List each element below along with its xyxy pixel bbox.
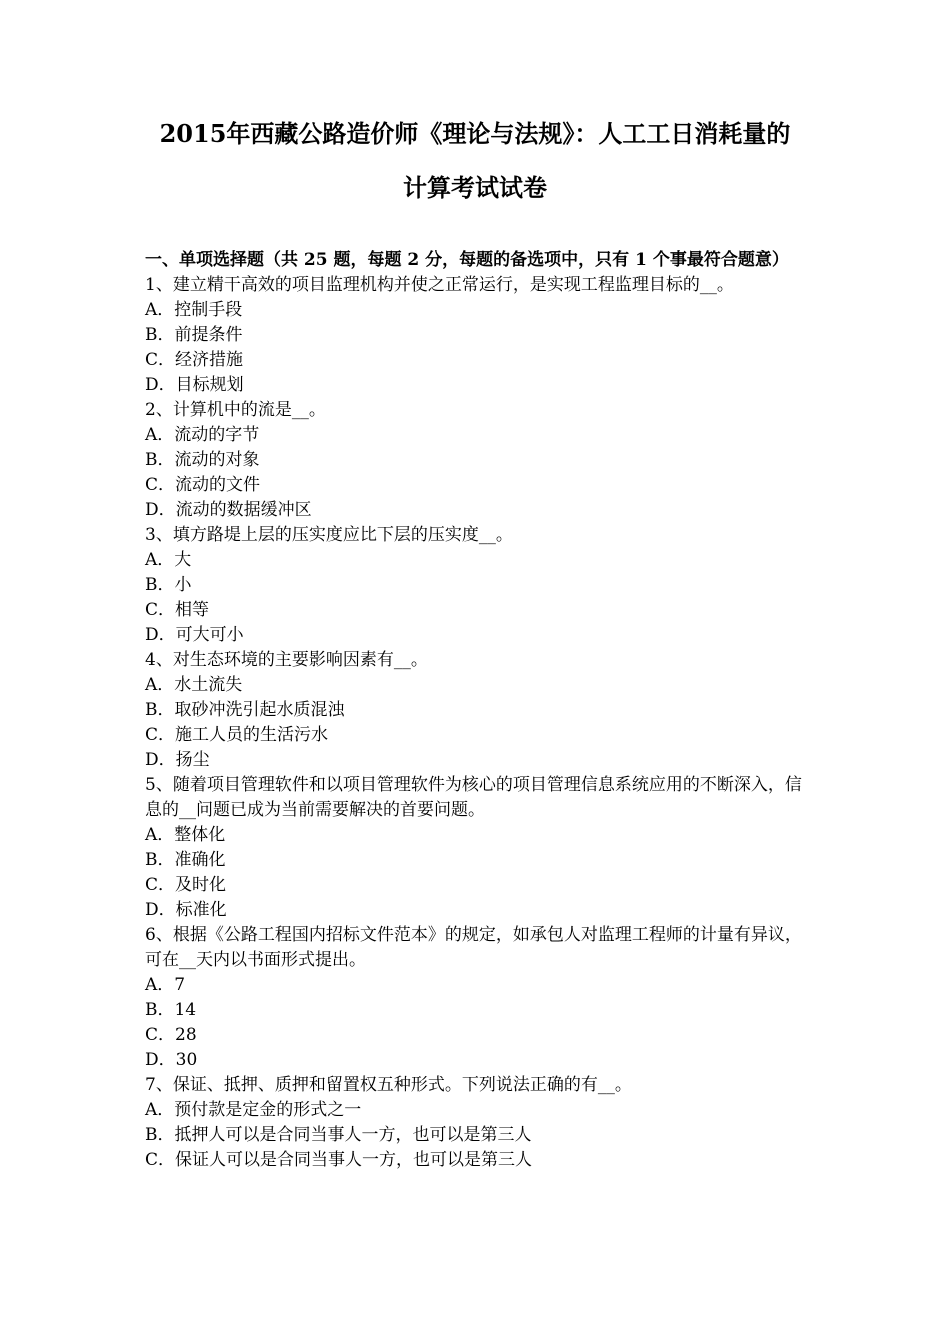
- question-2: [145, 398, 807, 523]
- option-a: A．流动的字节: [145, 425, 260, 445]
- question-4: [145, 648, 807, 773]
- option-a: A．整体化: [145, 825, 226, 845]
- option-a: A．预付款是定金的形式之一: [145, 1100, 362, 1120]
- option-d: D．扬尘: [145, 750, 210, 770]
- option-b: B．流动的对象: [145, 450, 260, 470]
- option-c: C．28: [145, 1025, 197, 1045]
- question-text: 6、根据《公路工程国内招标文件范本》的规定，如承包人对监理工程师的计量有异议，可在__天内以书面形式提出。: [145, 925, 802, 970]
- question-3: [145, 523, 807, 648]
- question-1: [145, 273, 807, 398]
- option-b: B．抵押人可以是合同当事人一方，也可以是第三人: [145, 1125, 532, 1145]
- question-text: 2、计算机中的流是__。: [145, 400, 326, 420]
- option-c: C．保证人可以是合同当事人一方，也可以是第三人: [145, 1150, 533, 1170]
- option-c: C．及时化: [145, 875, 227, 895]
- option-d: D．目标规划: [145, 375, 244, 395]
- question-7: [145, 1073, 807, 1173]
- section-heading: 一、单项选择题（共 25 题，每题 2 分，每题的备选项中，只有 1 个事最符合题意）: [145, 250, 789, 270]
- option-c: C．流动的文件: [145, 475, 261, 495]
- document-title-line-1: 2015年西藏公路造价师《理论与法规》：人工工日消耗量的: [159, 119, 791, 148]
- option-b: B．14: [145, 1000, 197, 1020]
- question-text: 4、对生态环境的主要影响因素有__。: [145, 650, 428, 670]
- option-b: B．取砂冲洗引起水质混浊: [145, 700, 345, 720]
- option-d: D．标准化: [145, 900, 227, 920]
- option-d: D．流动的数据缓冲区: [145, 500, 312, 520]
- option-c: C．经济措施: [145, 350, 244, 370]
- option-a: A．控制手段: [145, 300, 243, 320]
- question-text: 3、填方路堤上层的压实度应比下层的压实度__。: [145, 525, 513, 545]
- option-a: A．水土流失: [145, 675, 243, 695]
- option-a: A．大: [145, 550, 192, 570]
- question-6: [145, 923, 807, 1073]
- question-text: 5、随着项目管理软件和以项目管理软件为核心的项目管理信息系统应用的不断深入，信息的__问题已成为当前需要解决的首要问题。: [145, 775, 802, 820]
- option-c: C．相等: [145, 600, 210, 620]
- option-b: B．小: [145, 575, 192, 595]
- question-text: 7、保证、抵押、质押和留置权五种形式。下列说法正确的有__。: [145, 1075, 632, 1095]
- document-body: [145, 248, 807, 1173]
- option-d: D．可大可小: [145, 625, 244, 645]
- question-text: 1、建立精干高效的项目监理机构并使之正常运行，是实现工程监理目标的__。: [145, 275, 734, 295]
- option-d: D．30: [145, 1050, 198, 1070]
- option-c: C．施工人员的生活污水: [145, 725, 329, 745]
- option-b: B．前提条件: [145, 325, 243, 345]
- document-title-line-2: 计算考试试卷: [403, 173, 547, 202]
- option-a: A．7: [145, 975, 186, 995]
- question-5: [145, 773, 807, 923]
- option-b: B．准确化: [145, 850, 226, 870]
